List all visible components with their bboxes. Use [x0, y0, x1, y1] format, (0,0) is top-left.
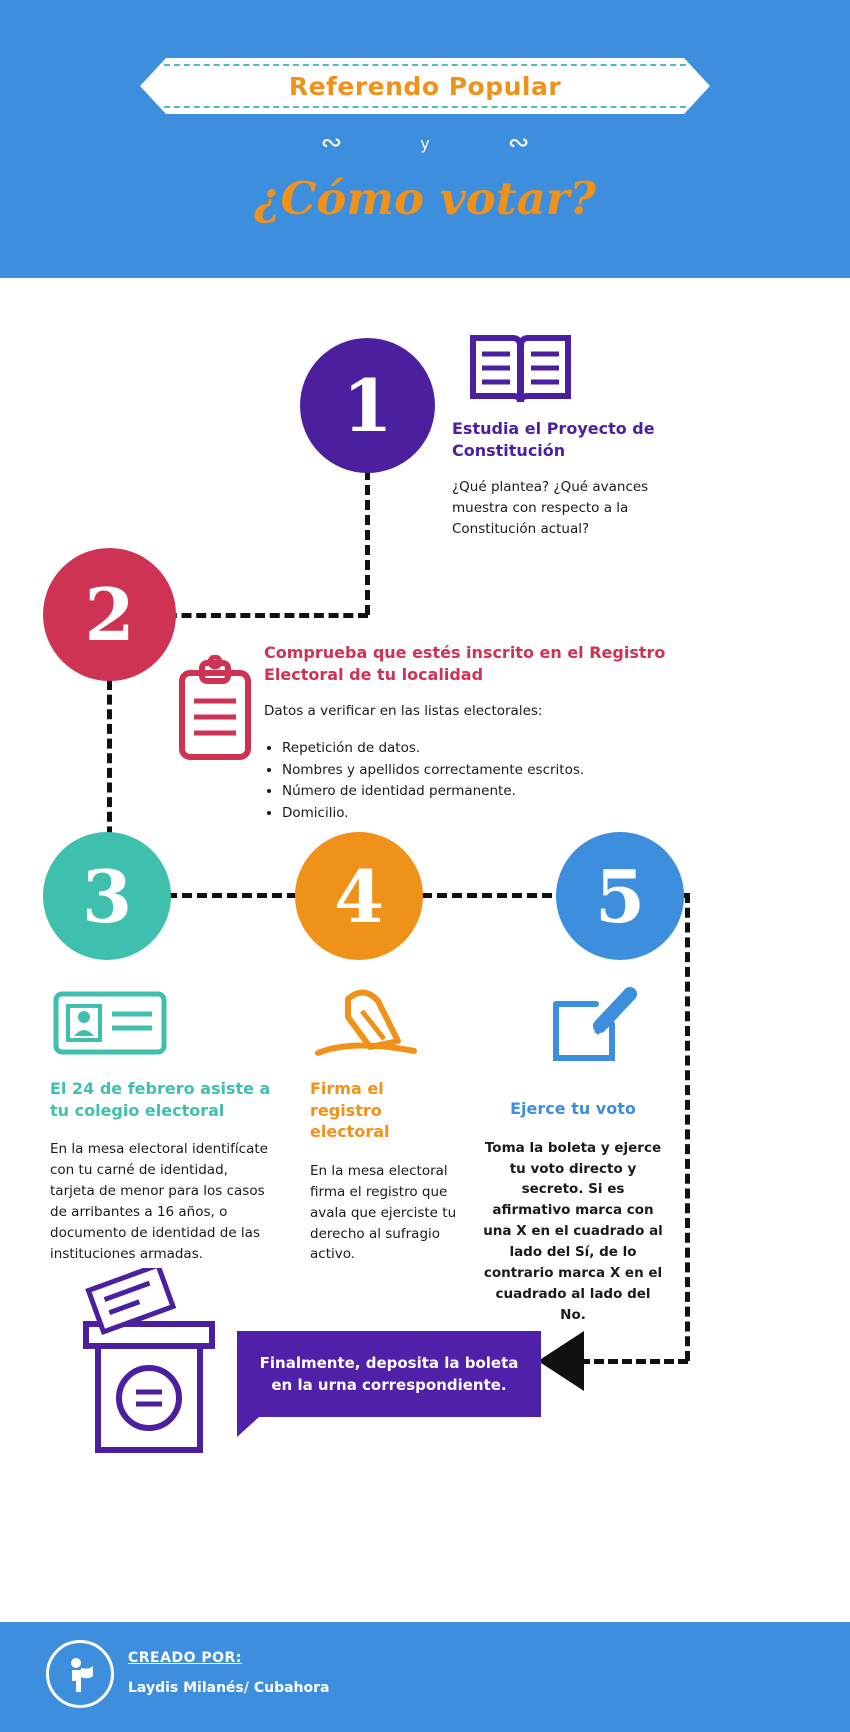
- step-5-text: [483, 1098, 663, 1326]
- step-3-text: [50, 1078, 275, 1265]
- ballot-box-icon: [58, 1268, 243, 1458]
- step-1-number: 1: [342, 363, 393, 448]
- step-4-text: [310, 1078, 460, 1265]
- step-4-number: 4: [333, 853, 385, 939]
- swirl-right-icon: ∾: [507, 128, 530, 158]
- step-3-circle: [43, 832, 171, 960]
- connector-1-vertical: [365, 470, 370, 615]
- footer: [0, 1622, 850, 1732]
- ribbon: [140, 58, 710, 114]
- step-4-body: En la mesa electoral firma el registro que avala que ejerciste tu derecho al sufragio activo.: [310, 1162, 457, 1263]
- step-5-heading: Ejerce tu voto: [510, 1099, 636, 1118]
- list-item: • Número de identidad permanente.: [282, 781, 694, 803]
- title-divider: [0, 128, 850, 158]
- ballot-pencil-icon: [548, 978, 644, 1066]
- final-banner-text: Finalmente, deposita la boleta en la urna correspondiente.: [259, 1353, 519, 1394]
- ribbon-title: Referendo Popular: [288, 71, 562, 101]
- ribbon-inner: [164, 64, 686, 108]
- footer-created-label: CREADO POR:: [128, 1650, 242, 1666]
- open-book-icon: [468, 330, 573, 408]
- list-item: • Nombres y apellidos correctamente escritos.: [282, 760, 694, 782]
- list-item: • Domicilio.: [282, 803, 694, 825]
- swirl-left-icon: ∾: [320, 128, 343, 158]
- final-banner: [237, 1331, 541, 1417]
- fountain-pen-icon: [312, 985, 420, 1063]
- step-1-circle: [300, 338, 435, 473]
- footer-author: Laydis Milanés/ Cubahora: [128, 1680, 330, 1696]
- connector-word: y: [420, 133, 430, 153]
- page-title: ¿Cómo votar?: [254, 172, 596, 225]
- step-2-heading: Comprueba que estés inscrito en el Registro Electoral de tu localidad: [264, 643, 666, 684]
- person-flag-logo-icon: [46, 1640, 114, 1708]
- step-2-number: 2: [84, 572, 135, 657]
- step-5-body: Toma la boleta y ejerce tu voto directo y secreto. Si es afirmativo marca con una X en el cuadrado al lado del Sí, de lo contrario marca X en el cuadrado al lado del No.: [483, 1139, 663, 1323]
- clipboard-icon: [176, 655, 254, 763]
- step-5-number: 5: [594, 853, 646, 939]
- arrow-left-icon: [538, 1331, 584, 1391]
- connector-final-horizontal: [580, 1359, 688, 1364]
- step-3-heading: El 24 de febrero asiste a tu colegio electoral: [50, 1079, 271, 1120]
- id-card-icon: [52, 990, 168, 1056]
- step-2-bullet-list: [264, 738, 694, 824]
- step-2-circle: [43, 548, 176, 681]
- step-4-heading: Firma el registro electoral: [310, 1079, 390, 1142]
- step-3-body: En la mesa electoral identifícate con tu carné de identidad, tarjeta de menor para los casos de arribantes a 16 años, o documento de identidad de las instituciones armadas.: [50, 1141, 268, 1262]
- step-2-body: Datos a verificar en las listas electorales:: [264, 703, 543, 720]
- step-1-body: ¿Qué plantea? ¿Qué avances muestra con respecto a la Constitución actual?: [452, 479, 649, 538]
- step-1-heading: Estudia el Proyecto de Constitución: [452, 419, 655, 460]
- step-4-circle: [295, 832, 423, 960]
- connector-5-vertical: [685, 893, 690, 1361]
- list-item: • Repetición de datos.: [282, 738, 694, 760]
- step-1-text: [452, 418, 662, 540]
- step-2-text: [264, 642, 694, 824]
- header-banner: [0, 0, 850, 278]
- step-5-circle: [556, 832, 684, 960]
- step-3-number: 3: [81, 853, 133, 939]
